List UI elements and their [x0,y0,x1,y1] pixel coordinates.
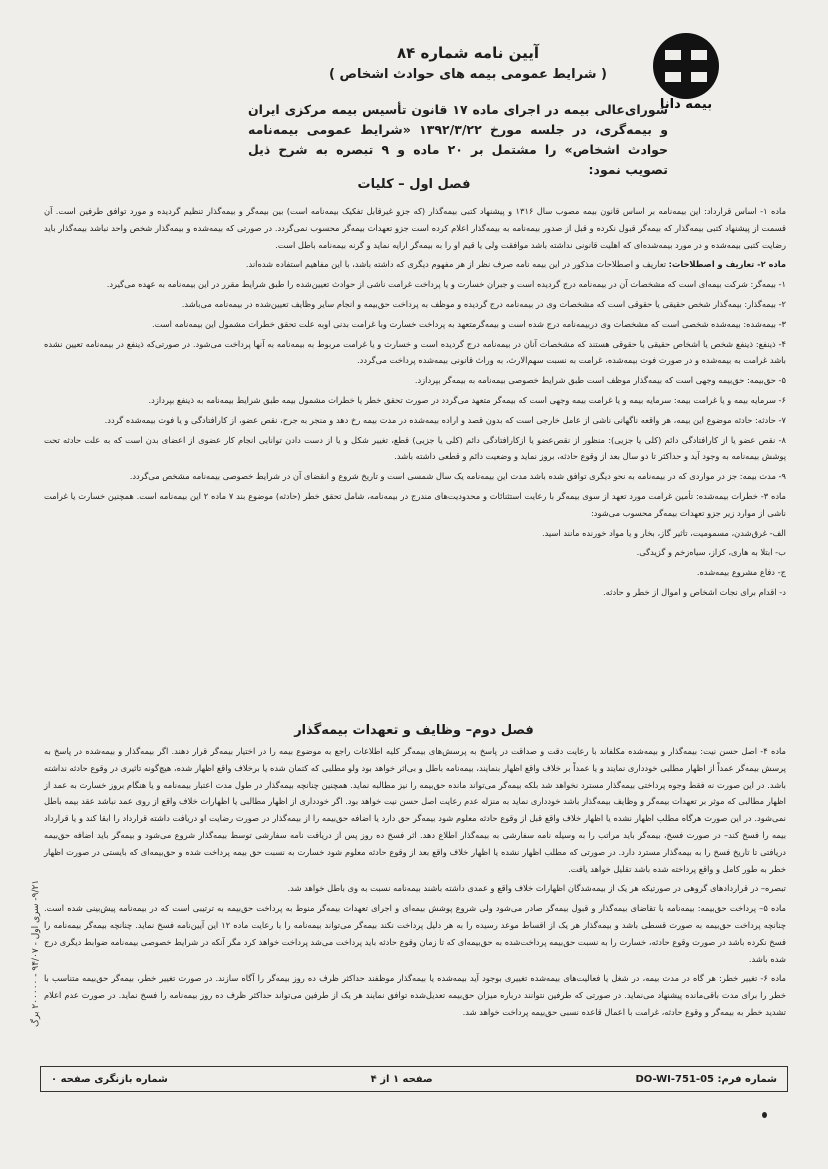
definition-accident: ۷- حادثه: حادثه موضوع این بیمه، هر واقعه ناگهانی ناشی از عامل خارجی است که بدون قصد و اراده بیمه‌شده در مدت بیمه رخ دهد و منجر به جرح، نقص عضو، از کارافتادگی و یا فوت بیمه‌شده گردد. [104,414,786,425]
regulation-subtitle: ( شرایط عمومی بیمه های حوادث اشخاص ) [329,67,607,82]
regulation-title: آیین نامه شماره ۸۴ [397,44,539,62]
ink-dot [762,1112,767,1118]
note-1: تبصره– در قراردادهای گروهی در صورتیکه هر یک از بیمه‌شدگان اظهارات خلاف واقع و عمدی داشته باشند بیمه‌نامه نسبت به وی باطل خواهد شد. [287,883,786,894]
definition-policyholder: ۲- بیمه‌گذار: بیمه‌گذار شخص حقیقی یا حقوقی است که مشخصات وی در بیمه‌نامه درج گردیده و موظف به پرداخت حق‌بیمه و انجام سایر وظایف تعیین‌شده در بیمه‌نامه می‌باشد. [181,298,786,309]
print-batch-note: ۹/۲۱- سری اول - ۹۴/۰۷ - ۲۰۰۰۰۰ برگ [31,880,41,1028]
article-2-text: تعاریف و اصطلاحات مذکور در این بیمه نامه صرف نظر از هر مفهوم دیگری که داشته باشد، با این مفاهیم استفاده شده‌اند. [245,259,669,270]
article-3-item-c: ج- دفاع مشروع بیمه‌شده. [696,567,786,578]
article-2-label: ماده ۲- تعاریف و اصطلاحات: [668,259,786,270]
definition-period: ۹- مدت بیمه: جز در مواردی که در بیمه‌نامه به نحو دیگری توافق شده باشد مدت این بیمه‌نامه یک سال شمسی است و تاریخ شروع و انقضای آن در شرایط خصوصی بیمه‌نامه مشخص می‌گردد. [129,471,786,482]
article-2 [44,256,786,273]
chapter-2-heading: فصل دوم– وظایف و تعهدات بیمه‌گذار [294,723,534,738]
article-3-item-b: ب- ابتلا به هاری، کزاز، سیاه‌زخم و گزیدگی. [636,547,786,558]
footer-revision: شماره بازنگری صفحه ۰ [51,1073,168,1085]
article-4: ماده ۴- اصل حسن نیت: بیمه‌گذار و بیمه‌شده مکلفاند با رعایت دقت و صداقت در پاسخ به پرسش‌های بیمه‌گر کلیه اطلاعات راجع به موضوع بیمه را در اختیار بیمه‌گر قرار دهند. اگر بیمه‌گذار و بیمه‌شده در پاسخ به پرسش بیمه‌گر عمداً از اظهار مطلبی خودداری نمایند و یا عمداً بر خلاف واقع اظهار بنمایند، بیمه‌نامه باطل و بی‌اثر خواهد بود ولو مطلبی که کتمان شده یا برخلاف واقع اظهار شده، هیچ‌گونه تاثیری در وقوع حادثه نداشته باشد. در این صورت نه فقط وجوه پرداختی بیمه‌گذار مسترد نخواهد شد بلکه بیمه‌گر می‌تواند مانده حق‌بیمه را نیز مطالبه نماید. همچنین چنانچه بیمه‌گذار در طول مدت اعتبار بیمه‌نامه و یا هنگام بروز خسارت به عمد از اظهار مطالبی که موثر بر تعهدات بیمه‌گر و وظایف بیمه‌گذار باشد خودداری نماید به منزله عدم رعایت اصل حسن نیت خواهد بود. اگر خودداری از اظهار مطالبی یا اظهارات خلاف واقع از روی عمد نباشد عقد بیمه باطل نمی‌شود. در این صورت هرگاه مطلب اظهار نشده یا اظهار خلاف واقع قبل از وقوع حادثه معلوم شود بیمه‌گر حق دارد یا اضافه حق‌بیمه را از بیمه‌گذار در صورت رضایت او دریافت داشته قرارداد را ابقا کند و یا قرارداد بیمه را فسخ کند– در صورت فسخ، بیمه‌گر باید مراتب را به وسیله نامه سفارشی به بیمه‌گذار اطلاع دهد. اثر فسخ ده روز پس از دریافت نامه سفارشی توسط بیمه‌گذار شروع می‌شود و بیمه‌گر باید اضافه حق‌بیمه دریافتی تا تاریخ فسخ را به بیمه‌گذار مسترد دارد. در صورتی که مطلب اظهار نشده یا اظهار خلاف واقع بعد از وقوع حادثه معلوم شود خسارت به نسبت حق بیمه پرداخت شده و حق‌بیمه‌ای که بایستی در صورت اظهار خطر به طور کامل و واقع پرداخته شده باشد تقلیل خواهد یافت. [44,746,786,874]
logo-brand-text: بیمه دانا [659,97,713,112]
definition-premium: ۵- حق‌بیمه: حق‌بیمه وجهی است که بیمه‌گذار موظف است طبق شرایط خصوصی بیمه‌نامه به بیمه‌گر بپردازد. [414,375,786,386]
footer-form-number: شماره فرم: DO-WI-751-05 [635,1073,777,1085]
article-6: ماده ۶- تغییر خطر: هر گاه در مدت بیمه، در شغل یا فعالیت‌های بیمه‌شده تغییری بوجود آید بیمه‌شده یا بیمه‌گذار موظفند حداکثر ظرف ده روز بیمه‌گر را آگاه سازند. در صورت تغییر خطر، بیمه‌گر حق‌بیمه متناسب با خطر را برای مدت باقی‌مانده پیشنهاد می‌نماید. در صورتی که طرفین نتوانند درباره میزان حق‌بیمه تعدیل‌شده توافق نمایند هر یک از طرفین می‌تواند حداکثر ظرف ده روز بیمه‌نامه را فسخ نماید. در صورت عدم اعلام تشدید خطر به بیمه‌گر و وقوع حادثه، غرامت با اعمال قاعده نسبی حق‌بیمه پرداخت خواهد شد. [44,973,787,1017]
article-1: ماده ۱- اساس قرارداد: این بیمه‌نامه بر اساس قانون بیمه مصوب سال ۱۳۱۶ و پیشنهاد کتبی بیمه‌گذار (که جزو غیرقابل تفکیک بیمه‌نامه است) بین بیمه‌گر و بیمه‌گذار تنظیم گردیده و مورد توافق طرفین است. آن قسمت از پیشنهاد کتبی بیمه‌گذار که بیمه‌گر قبول نکرده و قبل از صدور بیمه‌نامه به بیمه‌گذار اعلام کرده است جزو تعهدات بیمه‌گر محسوب نمی‌گردد. در صورتی که بیمه‌شده و بیمه‌گذار شخص واحد نباشد بیمه‌گذار باید رضایت کتبی بیمه‌شده و در مورد بیمه‌شده‌ای که اهلیت قانونی نداشته باشد موافقت ولی یا قیم او را به بیمه‌گر ارایه نماید و گرنه بیمه‌نامه باطل است. [44,206,787,250]
definition-disability: ۸- نقص عضو یا از کارافتادگی دائم (کلی یا جزیی): منظور از نقص‌عضو یا ازکارافتادگی دائم (کلی یا جزیی) قطع، تغییر شکل و یا از دست دادن توانایی انجام کار عضوی از اعضای بدن است که به علت حادثه تحت پوشش بیمه‌نامه به وجود آید و حداکثر تا دو سال بعد از وقوع حادثه، بروز نماید و وضعیت دائم و قطعی داشته باشد. [44,434,786,462]
definition-sum-insured: ۶- سرمایه بیمه و یا غرامت بیمه: سرمایه بیمه و یا غرامت بیمه وجهی است که بیمه‌گر متعهد می‌گردد در صورت تحقق خطر یا خطرات مشمول بیمه طبق شرایط بیمه‌نامه به ذینفع بپردازد. [148,394,786,405]
chapter-1-heading: فصل اول – کلیات [357,177,471,192]
definition-insurer: ۱- بیمه‌گر: شرکت بیمه‌ای است که مشخصات آن در بیمه‌نامه درج گردیده است و جبران خسارت و یا پرداخت غرامت ناشی از حوادث تعیین‌شده را طبق شرایط مقرر در این بیمه‌نامه به عهده می‌گیرد. [106,279,786,290]
article-3: ماده ۳- خطرات بیمه‌شده: تأمین غرامت مورد تعهد از سوی بیمه‌گر با رعایت استثنائات و محدودیت‌های مندرج در بیمه‌نامه، شامل تحقق خطر (حادثه) موضوع بند ۷ ماده ۲ این بیمه‌نامه است. همچنین خسارت یا غرامت ناشی از موارد زیر جزو تعهدات بیمه‌گر محسوب می‌شود: [44,490,786,518]
article-5: ماده ۵– پرداخت حق‌بیمه: بیمه‌نامه با تقاضای بیمه‌گذار و قبول بیمه‌گر صادر می‌شود ولی شروع پوشش بیمه‌ای و اجرای تعهدات بیمه‌گر منوط به پرداخت حق‌بیمه به ترتیبی است که در بیمه‌نامه پیش‌بینی شده است. چنانچه پرداخت حق‌بیمه به صورت قسطی باشد و بیمه‌گذار هر یک از اقساط موعد رسیده را به هر دلیل پرداخت نکند بیمه‌گر می‌تواند بیمه‌نامه را با رعایت ماده ۱۲ این آیین‌نامه فسخ نماید. چنانچه بیمه‌گر بیمه‌نامه را فسخ نکرده باشد در صورت وقوع حادثه، خسارت را به نسبت حق‌بیمه پرداخت‌شده به حق‌بیمه‌ای که تا زمان وقوع حادثه باید پرداخت می‌شد پرداخت خواهد کرد مگر آنکه در شرایط خصوصی بیمه‌نامه ضوابط دیگری درج شده باشد. [44,903,786,964]
page-footer [40,1066,788,1092]
article-3-item-d: د- اقدام برای نجات اشخاص و اموال از خطر و حادثه. [603,586,786,597]
chapter-2-body [44,743,786,1024]
definition-beneficiary: ۴- ذینفع: ذینفع شخص یا اشخاص حقیقی یا حقوقی هستند که مشخصات آنان در بیمه‌نامه درج گردیده است و خسارت و یا غرامت مربوط به بیمه‌نامه به آنها پرداخت می‌شود. در صورتی‌که ذینفع در بیمه‌نامه تعیین نشده باشد غرامت به بیمه‌شده و در صورت فوت بیمه‌شده، غرامت به نسبت سهم‌الارث، به وراث قانونی بیمه‌شده پرداخت می‌گردد. [44,338,786,366]
regulation-intro: شورای‌عالی بیمه در اجرای ماده ۱۷ قانون تأسیس بیمه مرکزی ایران و بیمه‌گری، در جلسه مورخ ۱۳۹۲/۳/۲۲ «شرایط عمومی بیمه‌نامه حوادث اشخاص» را مشتمل بر ۲۰ ماده و ۹ تبصره به شرح ذیل تصویب نمود: [248,102,669,177]
chapter-1-body [44,203,786,604]
definition-insured: ۳- بیمه‌شده: بیمه‌شده شخصی است که مشخصات وی دربیمه‌نامه درج شده است و بیمه‌گرمتعهد به پرداخت خسارت وبا غرامت بدنی اوبه علت تحقق خطرات مشمول این بیمه‌نامه است. [151,318,786,329]
article-3-item-a: الف- غرق‌شدن، مسمومیت، تاثیر گاز، بخار و یا مواد خورنده مانند اسید. [541,527,786,538]
footer-page-number: صفحه ۱ از ۴ [370,1073,433,1085]
